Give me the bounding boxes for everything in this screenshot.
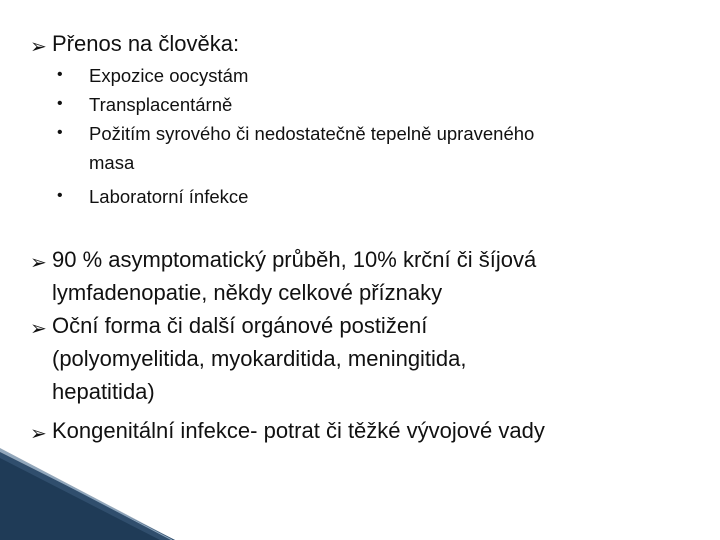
dot-bullet-icon: • — [57, 124, 63, 141]
sub-item-continuation: masa — [89, 152, 135, 173]
dot-bullet-icon: • — [57, 95, 63, 112]
arrow-bullet-icon: ➢ — [30, 36, 47, 58]
point-line: lymfadenopatie, někdy celkové příznaky — [52, 280, 443, 305]
sub-item: Transplacentárně — [89, 94, 233, 115]
section-heading: Přenos na člověka: — [52, 31, 240, 56]
point-line: Oční forma či další orgánové postižení — [52, 313, 428, 338]
arrow-bullet-icon: ➢ — [30, 252, 47, 274]
arrow-bullet-icon: ➢ — [30, 318, 47, 340]
dot-bullet-icon: • — [57, 187, 63, 204]
sub-item: Expozice oocystám — [89, 65, 249, 86]
point-line: hepatitida) — [52, 379, 155, 404]
arrow-bullet-icon: ➢ — [30, 423, 47, 445]
dot-bullet-icon: • — [57, 66, 63, 83]
point-line: 90 % asymptomatický průběh, 10% krční či šíjová — [52, 247, 537, 272]
sub-item: Laboratorní ínfekce — [89, 186, 249, 207]
corner-decoration — [0, 440, 180, 540]
point-line: (polyomyelitida, myokarditida, meningitida, — [52, 346, 467, 371]
point-line: Kongenitální infekce- potrat či těžké vývojové vady — [52, 418, 545, 443]
sub-item: Požitím syrového či nedostatečně tepelně upraveného — [89, 123, 535, 144]
